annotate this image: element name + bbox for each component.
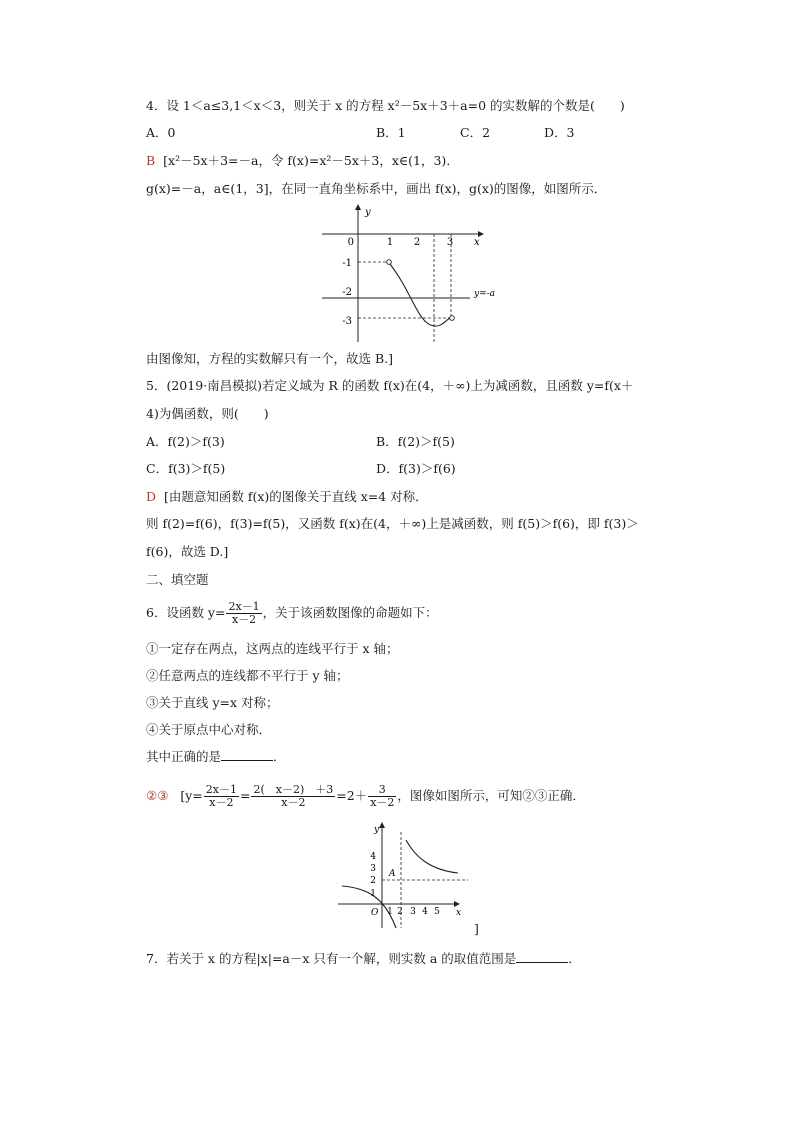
q5-solution-line3: f(6)，故选 D.] xyxy=(146,544,229,559)
q4-option-a: A．0 xyxy=(146,125,176,140)
q6-item-3: ③关于直线 y=x 对称； xyxy=(146,695,279,710)
q6-sol-frac3-den: x－2 xyxy=(370,796,395,809)
q6-sol-fraction-2 xyxy=(251,784,335,809)
q6-stem-fraction xyxy=(226,601,261,626)
q6-stem xyxy=(146,597,438,629)
q6-graph xyxy=(336,818,476,930)
q6-xtick-3: 3 xyxy=(410,907,416,917)
q4-y-arrow xyxy=(355,204,361,210)
q4-solution-line2: g(x)=－a，a∈(1，3]，在同一直角坐标系中，画出 f(x)，g(x)的图像，如图所示． xyxy=(146,181,607,196)
q6-ytick-4: 4 xyxy=(370,852,376,862)
q4-x-label: x xyxy=(474,237,480,248)
q6-sol-prefix: [y= xyxy=(180,788,203,803)
q4-ytick-1: -1 xyxy=(342,258,352,269)
q6-solution xyxy=(146,780,585,812)
q4-option-d: D．3 xyxy=(544,125,575,140)
q6-question-text: 其中正确的是 xyxy=(146,749,222,764)
q4-sol-text1: [x²－5x＋3=－a，令 f(x)=x²－5x＋3，x∈(1，3)． xyxy=(163,153,459,168)
q6-ytick-1: 1 xyxy=(370,889,376,899)
q6-stem-frac-den: x－2 xyxy=(231,613,257,626)
q4-answer-letter: B xyxy=(146,153,156,168)
q6-sol-eq1: = xyxy=(239,788,251,803)
q6-question xyxy=(146,748,286,766)
q5-option-a: A．f(2)＞f(3) xyxy=(146,434,225,449)
q6-item-4: ④关于原点中心对称． xyxy=(146,722,272,737)
q6-x-label: x xyxy=(456,908,462,918)
q4-y-label: y xyxy=(365,207,371,218)
q4-ytick-2: -2 xyxy=(342,287,352,298)
q4-open-point-left xyxy=(387,260,392,265)
q6-sol-fraction-1 xyxy=(204,784,239,809)
q4-solution-line1 xyxy=(146,152,459,170)
q4-origin-label: 0 xyxy=(347,237,354,248)
q6-solution-close-bracket: ] xyxy=(474,921,479,936)
q4-open-point-right xyxy=(450,316,455,321)
q4-curve-label: y=-a xyxy=(474,289,496,299)
q6-sol-frac1-num: 2x－1 xyxy=(205,783,237,796)
q6-sol-suffix: ，图像如图所示，可知②③正确． xyxy=(397,788,585,803)
q6-sol-frac2-den: x－2 xyxy=(281,796,306,809)
q4-solution-line3: 由图像知，方程的实数解只有一个，故选 B.] xyxy=(146,351,394,366)
q5-solution-line2: 则 f(2)=f(6)，f(3)=f(5)，又函数 f(x)在(4，＋∞)上是减函数，则 f(5)＞f(6)，即 f(3)＞ xyxy=(146,516,639,531)
q6-sol-frac1-den: x－2 xyxy=(209,796,234,809)
q6-sol-fraction-3 xyxy=(368,784,396,809)
q5-sol-text1: [由题意知函数 f(x)的图像关于直线 x=4 对称． xyxy=(163,489,428,504)
q4-graph xyxy=(318,202,508,344)
q4-option-b: B．1 xyxy=(376,125,406,140)
q4-xtick-3: 3 xyxy=(446,237,454,248)
q5-option-b: B．f(2)＞f(5) xyxy=(376,434,455,449)
q6-point-label: A xyxy=(389,869,396,879)
q7-stem-text: 7．若关于 x 的方程|x|=a－x 只有一个解，则实数 a 的取值范围是 xyxy=(146,951,517,966)
q6-stem-suffix: ，关于该函数图像的命题如下： xyxy=(262,605,438,620)
q7-stem-end: ． xyxy=(568,951,581,966)
q6-question-end: ． xyxy=(273,749,286,764)
q4-xtick-2: 2 xyxy=(413,237,421,248)
q6-sol-eq2: =2＋ xyxy=(336,788,368,803)
q6-y-label: y xyxy=(374,825,380,835)
q7-answer-blank xyxy=(516,950,568,963)
q5-solution-line1 xyxy=(146,488,428,506)
section-heading-fill-in: 二、填空题 xyxy=(146,572,209,587)
q5-stem-line1: 5．(2019·南昌模拟)若定义域为 R 的函数 f(x)在(4，＋∞)上为减函数，且函数 y=f(x＋ xyxy=(146,378,634,393)
q6-xtick-2: 2 xyxy=(397,907,403,917)
q5-stem-line2: 4)为偶函数，则( ) xyxy=(146,406,269,421)
q5-option-c: C．f(3)＞f(5) xyxy=(146,461,226,476)
q6-answer: ②③ xyxy=(146,788,169,803)
q6-answer-blank xyxy=(221,748,273,761)
q6-sol-frac3-num: 3 xyxy=(368,784,396,797)
q6-stem-prefix: 6．设函数 y= xyxy=(146,605,226,620)
q6-item-1: ①一定存在两点，这两点的连线平行于 x 轴； xyxy=(146,641,399,656)
q6-xtick-1: 1 xyxy=(387,907,393,917)
q6-xtick-4: 4 xyxy=(422,907,428,917)
q4-stem: 4．设 1＜a≤3,1＜x＜3，则关于 x 的方程 x²－5x＋3＋a=0 的实数解的个数是( ) xyxy=(146,98,625,113)
q4-parabola-curve xyxy=(390,264,450,326)
q4-xtick-1: 1 xyxy=(386,237,394,248)
q6-x-arrow xyxy=(454,901,460,907)
q6-stem-frac-num: 2x－1 xyxy=(228,600,260,613)
q6-ytick-3: 3 xyxy=(370,864,376,874)
q5-option-d: D．f(3)＞f(6) xyxy=(376,461,456,476)
q6-hyperbola-right-branch xyxy=(406,840,458,873)
q4-ytick-3: -3 xyxy=(342,316,352,327)
q5-answer-letter: D xyxy=(146,489,157,504)
q4-option-c: C．2 xyxy=(460,125,491,140)
q6-sol-frac2-num: 2( x－2) ＋3 xyxy=(253,783,334,796)
q6-item-2: ②任意两点的连线都不平行于 y 轴； xyxy=(146,668,349,683)
q6-y-arrow xyxy=(379,822,385,828)
q6-ytick-2: 2 xyxy=(370,876,376,886)
q6-xtick-5: 5 xyxy=(434,907,440,917)
q7-stem xyxy=(146,950,581,968)
q6-origin-label: O xyxy=(371,908,379,918)
